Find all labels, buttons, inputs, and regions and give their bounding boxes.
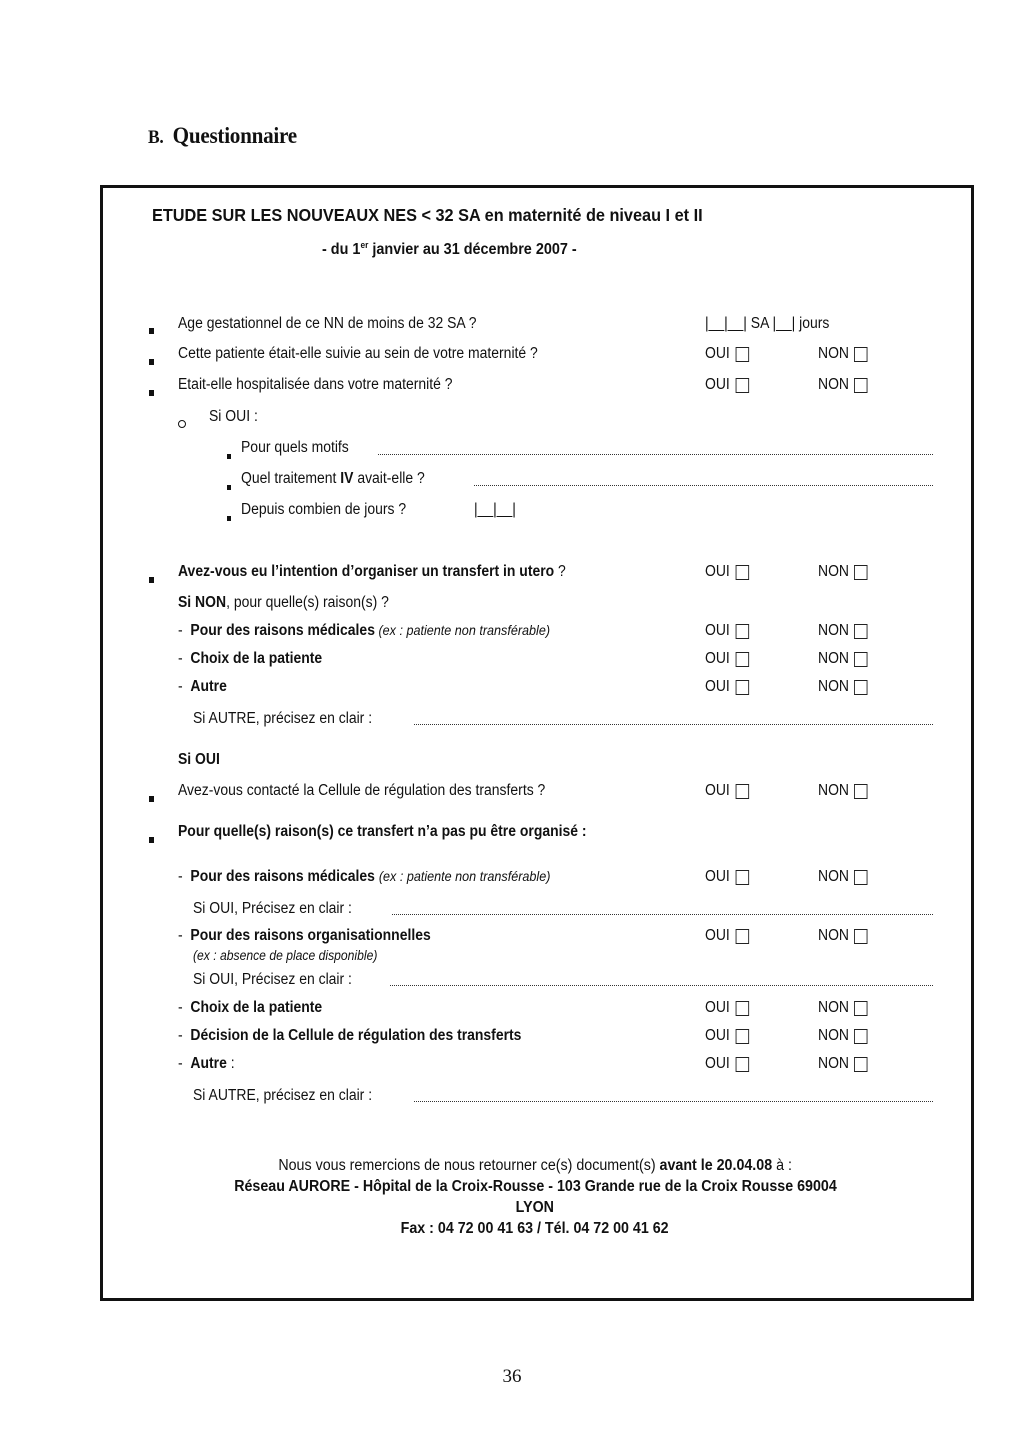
item-italic: (ex : patiente non transférable): [374, 622, 551, 638]
si-non-autre-precisez-label: Si AUTRE, précisez en clair :: [193, 710, 373, 727]
no-label: NON: [818, 999, 850, 1016]
motifs-label: Pour quels motifs: [241, 439, 349, 456]
si-oui-choix-yes[interactable]: [705, 999, 749, 1017]
checkbox-yes[interactable]: [735, 1057, 749, 1072]
checkbox-yes[interactable]: [735, 929, 749, 944]
footer-return-instructions: [100, 1157, 970, 1175]
q1-answer-field[interactable]: |__|__| SA |__| jours: [705, 315, 830, 332]
si-non-item-choix: [178, 650, 322, 668]
subtitle-sup: er: [360, 240, 369, 250]
no-label: NON: [818, 563, 850, 580]
bullet-icon: [149, 789, 154, 807]
si-oui-autre-precisez-label: Si AUTRE, précisez en clair :: [193, 1087, 373, 1104]
checkbox-no[interactable]: [854, 1001, 868, 1016]
section-heading: [148, 123, 297, 149]
footer-deadline: avant le 20.04.08: [659, 1157, 772, 1174]
checkbox-yes[interactable]: [735, 1029, 749, 1044]
dash: -: [178, 678, 183, 695]
si-oui-autre-no[interactable]: [818, 1055, 868, 1073]
si-oui-choix-no[interactable]: [818, 999, 868, 1017]
si-non-autre-yes[interactable]: [705, 678, 749, 696]
checkbox-yes[interactable]: [735, 1001, 749, 1016]
si-non-medicales-yes[interactable]: [705, 622, 749, 640]
no-label: NON: [818, 650, 850, 667]
choix-patiente-bold: Choix de la patiente: [190, 999, 323, 1016]
yes-label: OUI: [705, 622, 730, 639]
section-title: Questionnaire: [172, 123, 297, 148]
q4-no[interactable]: [818, 563, 868, 581]
no-label: NON: [818, 1027, 850, 1044]
medicales-bold: Pour des raisons médicales: [190, 868, 375, 885]
q2-no[interactable]: [818, 345, 868, 363]
checkbox-no[interactable]: [854, 565, 868, 580]
q2-label: Cette patiente était-elle suivie au sein de votre maternité ?: [178, 345, 538, 362]
yes-label: OUI: [705, 927, 730, 944]
medicales-input-line[interactable]: [392, 914, 933, 915]
si-oui-decision-no[interactable]: [818, 1027, 868, 1045]
yes-label: OUI: [705, 782, 730, 799]
autre-suffix: :: [226, 1055, 235, 1072]
checkbox-no[interactable]: [854, 652, 868, 667]
form-title: ETUDE SUR LES NOUVEAUX NES < 32 SA en maternité de niveau I et II: [152, 205, 703, 225]
raisons-label: Pour quelle(s) raison(s) ce transfert n’a pas pu être organisé :: [178, 823, 587, 840]
checkbox-no[interactable]: [854, 680, 868, 695]
checkbox-no[interactable]: [854, 1057, 868, 1072]
q4-yes[interactable]: [705, 563, 749, 581]
q3-sub-label: Si OUI :: [209, 408, 258, 425]
si-oui-autre-input-line[interactable]: [414, 1101, 933, 1102]
checkbox-no[interactable]: [854, 624, 868, 639]
footer-address-text: Réseau AURORE - Hôpital de la Croix-Rousse - 103 Grande rue de la Croix Rousse 69004: [233, 1178, 837, 1195]
item-bold: Pour des raisons médicales: [190, 622, 375, 639]
footer-address: [100, 1178, 970, 1196]
traitement-suffix: avait-elle ?: [353, 470, 425, 487]
bullet-icon: [149, 383, 154, 401]
yes-label: OUI: [705, 678, 730, 695]
organisationnelles-precisez-label: Si OUI, Précisez en clair :: [193, 971, 352, 988]
traitement-prefix: Quel traitement: [241, 470, 341, 487]
yes-label: OUI: [705, 376, 730, 393]
form-subtitle: [322, 240, 577, 259]
si-oui-choix-patiente: - Choix de la patiente: [178, 999, 323, 1016]
si-oui-label: Si OUI: [178, 751, 220, 768]
circle-bullet-icon: [178, 415, 186, 433]
checkbox-no[interactable]: [854, 870, 868, 885]
checkbox-no[interactable]: [854, 784, 868, 799]
yes-label: OUI: [705, 1055, 730, 1072]
footer-contact-text: Fax : 04 72 00 41 63 / Tél. 04 72 00 41 62: [401, 1220, 669, 1237]
jours-label: Depuis combien de jours ?: [241, 501, 407, 518]
organisationnelles-bold: Pour des raisons organisationnelles: [190, 927, 431, 944]
no-label: NON: [818, 868, 850, 885]
bullet-icon: [149, 321, 154, 339]
q4-label: [178, 563, 566, 581]
checkbox-yes[interactable]: [735, 652, 749, 667]
bullet-icon: [227, 446, 231, 464]
bullet-icon: [149, 570, 154, 588]
checkbox-no[interactable]: [854, 378, 868, 393]
checkbox-no[interactable]: [854, 347, 868, 362]
q1-label: Age gestationnel de ce NN de moins de 32 SA ?: [178, 315, 477, 332]
medicales-italic: (ex : patiente non transférable): [378, 868, 551, 884]
footer-city: [100, 1199, 970, 1217]
q4-label-bold: Avez-vous eu l’intention d’organiser un transfert in utero: [178, 563, 555, 580]
traitement-bold: IV: [340, 470, 354, 487]
organisationnelles-example: (ex : absence de place disponible): [193, 948, 378, 963]
bullet-icon: [149, 830, 154, 848]
si-non-medicales-no[interactable]: [818, 622, 868, 640]
si-non-item-medicales: [178, 622, 550, 640]
decision-cellule-bold: Décision de la Cellule de régulation des transferts: [190, 1027, 522, 1044]
yes-label: OUI: [705, 999, 730, 1016]
medicales-precisez-label: Si OUI, Précisez en clair :: [193, 900, 352, 917]
si-non-label: [178, 594, 389, 612]
yes-label: OUI: [705, 1027, 730, 1044]
footer-line1-suffix: à :: [771, 1157, 792, 1174]
si-non-choix-yes[interactable]: [705, 650, 749, 668]
si-non-item-autre: [178, 678, 227, 696]
si-non-bold: Si NON: [178, 594, 227, 611]
q3-no[interactable]: [818, 376, 868, 394]
dash: -: [178, 650, 183, 667]
page-number: 36: [502, 1366, 522, 1387]
si-oui-autre: - Autre :: [178, 1055, 235, 1072]
q3-yes[interactable]: [705, 376, 749, 394]
dash: -: [178, 622, 183, 639]
si-oui-decision-cellule: - Décision de la Cellule de régulation des transferts: [178, 1027, 522, 1044]
motifs-input-line[interactable]: [378, 454, 933, 455]
traitement-input-line[interactable]: [474, 485, 933, 486]
no-label: NON: [818, 376, 850, 393]
no-label: NON: [818, 782, 850, 799]
no-label: NON: [818, 678, 850, 695]
yes-label: OUI: [705, 345, 730, 362]
contact-cellule-label: Avez-vous contacté la Cellule de régulation des transferts ?: [178, 782, 546, 799]
q2-yes[interactable]: [705, 345, 749, 363]
si-oui-medicales: - Pour des raisons médicales (ex : patiente non transférable): [178, 868, 551, 885]
footer-contact: [100, 1220, 970, 1238]
yes-label: OUI: [705, 563, 730, 580]
q4-label-suffix: ?: [554, 563, 566, 580]
si-non-autre-no[interactable]: [818, 678, 868, 696]
no-label: NON: [818, 345, 850, 362]
footer-city-text: LYON: [515, 1199, 555, 1216]
checkbox-yes[interactable]: [735, 565, 749, 580]
checkbox-yes[interactable]: [735, 870, 749, 885]
si-non-autre-input-line[interactable]: [414, 724, 933, 725]
checkbox-yes[interactable]: [735, 680, 749, 695]
si-oui-organisationnelles-yes[interactable]: [705, 927, 749, 945]
jours-field[interactable]: |__|__|: [474, 501, 516, 518]
checkbox-no[interactable]: [854, 929, 868, 944]
si-oui-medicales-yes[interactable]: [705, 868, 749, 886]
subtitle-prefix: - du 1: [322, 241, 361, 259]
si-non-rest: , pour quelle(s) raison(s) ?: [226, 594, 389, 611]
subtitle-suffix: janvier au 31 décembre 2007 -: [368, 241, 577, 259]
item-bold: Choix de la patiente: [190, 650, 323, 667]
si-oui-decision-yes[interactable]: [705, 1027, 749, 1045]
si-oui-autre-yes[interactable]: [705, 1055, 749, 1073]
q3-label: Etait-elle hospitalisée dans votre maternité ?: [178, 376, 453, 393]
item-bold: Autre: [190, 678, 227, 695]
contact-cellule-no[interactable]: [818, 782, 868, 800]
yes-label: OUI: [705, 650, 730, 667]
checkbox-yes[interactable]: [735, 624, 749, 639]
bullet-icon: [149, 352, 154, 370]
si-non-choix-no[interactable]: [818, 650, 868, 668]
yes-label: OUI: [705, 868, 730, 885]
footer-line1-prefix: Nous vous remercions de nous retourner ce(s) document(s): [278, 1157, 660, 1174]
contact-cellule-yes[interactable]: [705, 782, 749, 800]
traitement-label: [241, 470, 425, 488]
checkbox-yes[interactable]: [735, 378, 749, 393]
bullet-icon: [227, 508, 231, 526]
autre-bold: Autre: [190, 1055, 227, 1072]
checkbox-yes[interactable]: [735, 784, 749, 799]
si-oui-organisationnelles: - Pour des raisons organisationnelles: [178, 927, 431, 944]
section-letter: B.: [148, 127, 164, 148]
checkbox-no[interactable]: [854, 1029, 868, 1044]
no-label: NON: [818, 622, 850, 639]
si-oui-organisationnelles-no[interactable]: [818, 927, 868, 945]
no-label: NON: [818, 1055, 850, 1072]
organisationnelles-input-line[interactable]: [390, 985, 933, 986]
no-label: NON: [818, 927, 850, 944]
si-oui-medicales-no[interactable]: [818, 868, 868, 886]
checkbox-yes[interactable]: [735, 347, 749, 362]
bullet-icon: [227, 477, 231, 495]
